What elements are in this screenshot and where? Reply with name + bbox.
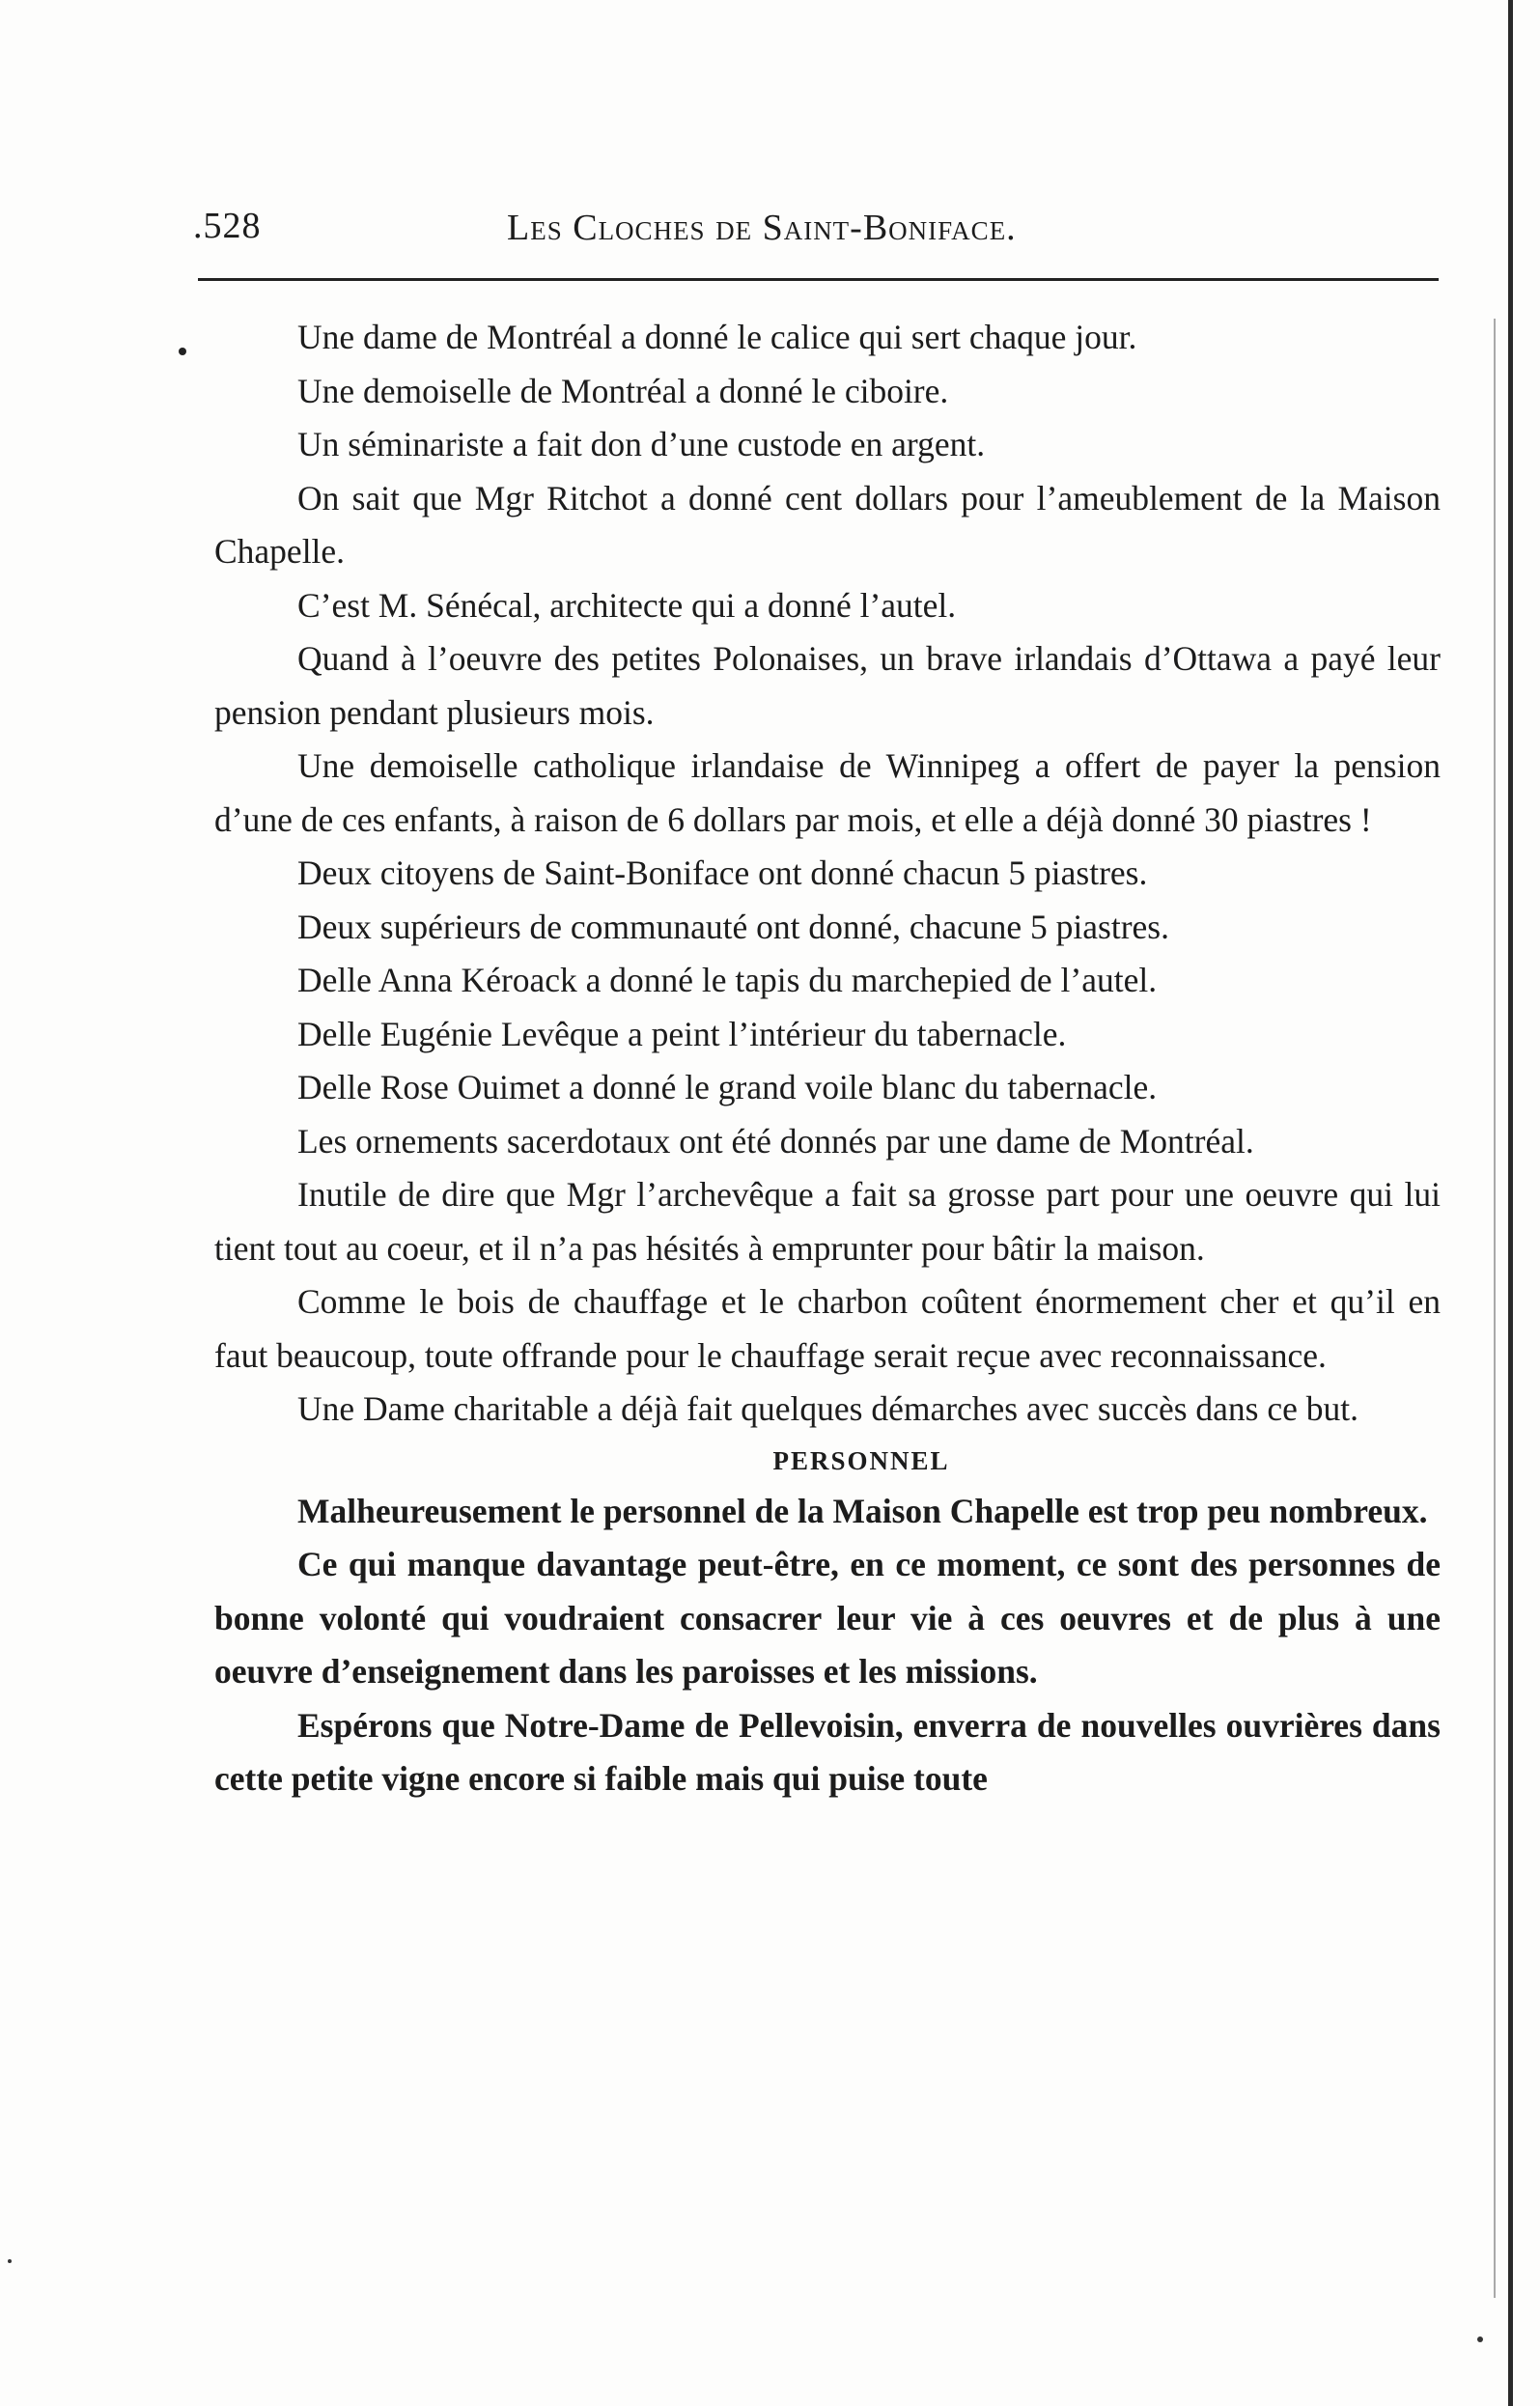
page-number: .528 (193, 206, 262, 246)
ink-speck (8, 2259, 12, 2263)
paragraph: Inutile de dire que Mgr l’archevêque a fait sa grosse part pour une oeuvre qui lui tient tout au coeur, et il n’a pas hésités à emprunter pour bâtir la maison. (214, 1175, 1441, 1268)
paragraph: Une dame de Montréal a donné le calice qui sert chaque jour. (297, 318, 1137, 356)
paragraph: Comme le bois de chauffage et le charbon coûtent énormement cher et qu’il en faut beaucoup, toute offrande pour le chauffage serait reçue avec reconnaissance. (214, 1282, 1441, 1375)
page-edge-shadow (1508, 0, 1513, 2406)
ink-speck (1477, 2336, 1483, 2342)
body-text (214, 311, 1441, 1806)
paragraph: Une demoiselle de Montréal a donné le ciboire. (297, 371, 949, 410)
section-personnel (214, 1437, 1441, 1806)
paragraph: Un séminariste a fait don d’une custode en argent. (297, 425, 986, 463)
paragraph: Espérons que Notre-Dame de Pellevoisin, enverra de nouvelles ouvrières dans cette petite vigne encore si faible mais qui puise toute (214, 1705, 1441, 1798)
paragraph: Ce qui manque davantage peut-être, en ce moment, ce sont des personnes de bonne volonté qui voudraient consacrer leur vie à ces oeuvres et de plus à une oeuvre d’enseignement dans les paroisses et les missions. (214, 1545, 1441, 1691)
paragraph: Malheureusement le personnel de la Maison Chapelle est trop peu nombreux. (297, 1491, 1428, 1530)
paragraph: On sait que Mgr Ritchot a donné cent dollars pour l’ameublement de la Maison Chapelle. (214, 478, 1441, 571)
running-title: Les Cloches de Saint-Boniface. (507, 208, 1017, 248)
paragraph: Les ornements sacerdotaux ont été donnés par une dame de Montréal. (297, 1121, 1254, 1161)
page-edge-line (1494, 319, 1496, 2298)
paragraph: Quand à l’oeuvre des petites Polonaises, un brave irlandais d’Ottawa a payé leur pension pendant plusieurs mois. (214, 639, 1441, 732)
margin-mark (179, 348, 186, 355)
paragraph: Delle Anna Kéroack a donné le tapis du marchepied de l’autel. (297, 961, 1158, 999)
paragraph: C’est M. Sénécal, architecte qui a donné l’autel. (297, 585, 957, 625)
paragraph: Delle Rose Ouimet a donné le grand voile blanc du tabernacle. (297, 1068, 1158, 1106)
paragraph: Delle Eugénie Levêque a peint l’intérieur du tabernacle. (297, 1014, 1067, 1053)
paragraph: Deux supérieurs de communauté ont donné, chacune 5 piastres. (297, 907, 1169, 946)
paragraph: Une Dame charitable a déjà fait quelques démarches avec succès dans ce but. (297, 1389, 1358, 1428)
paragraph: Une demoiselle catholique irlandaise de Winnipeg a offert de payer la pension d’une de ces enfants, à raison de 6 dollars par mois, et elle a déjà donné 30 piastres ! (214, 746, 1441, 839)
header-rule (198, 278, 1439, 281)
page-header (193, 205, 1439, 253)
section-title: PERSONNEL (772, 1445, 950, 1475)
paragraph: Deux citoyens de Saint-Boniface ont donné chacun 5 piastres. (297, 853, 1148, 892)
